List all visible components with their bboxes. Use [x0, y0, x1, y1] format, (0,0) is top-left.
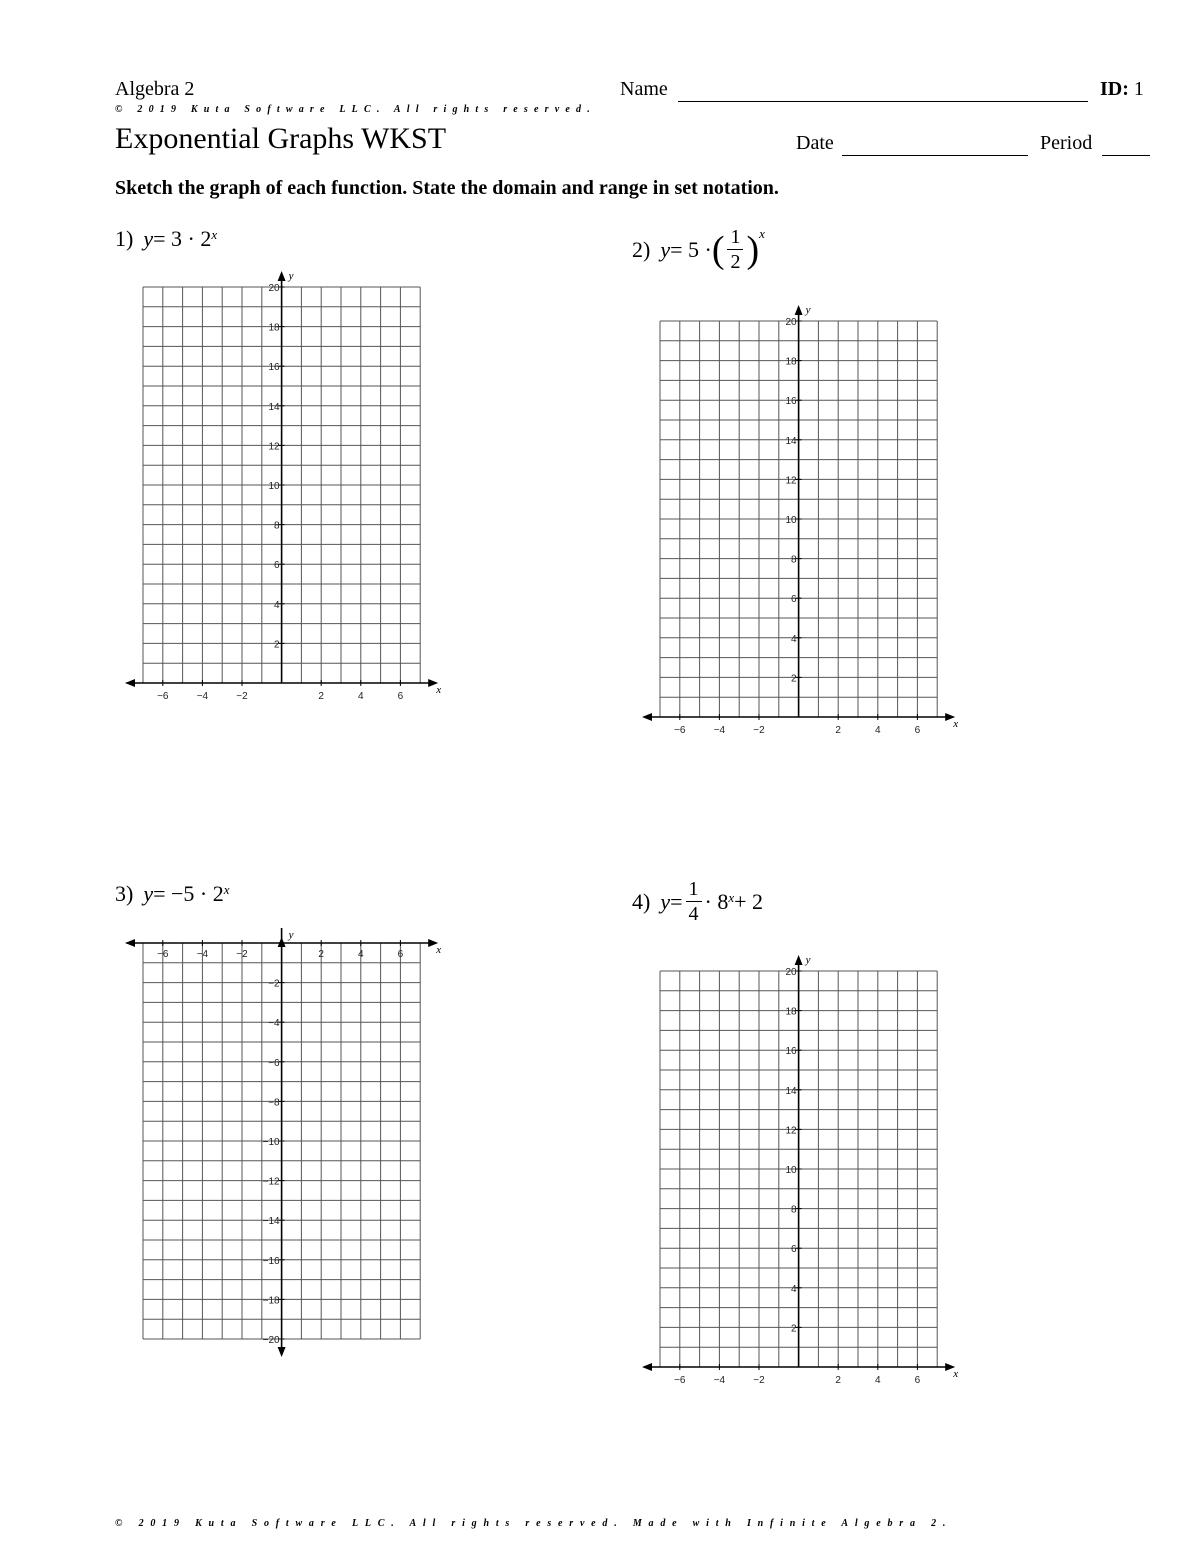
graph-2[interactable] — [637, 300, 967, 740]
y-tick-label: −12 — [262, 1176, 280, 1188]
date-label: Date — [796, 132, 834, 154]
problem-lhs: y — [660, 888, 671, 914]
x-tick-label: 2 — [318, 949, 324, 960]
y-axis-up-arrow — [278, 271, 286, 281]
x-tick-label: 2 — [835, 725, 841, 736]
problem-exponent: x — [759, 225, 765, 241]
problem-equation-part: · 8 — [704, 888, 729, 914]
x-axis-left-arrow — [125, 679, 135, 687]
x-tick-label: −6 — [157, 691, 169, 702]
x-tick-label: −2 — [236, 949, 248, 960]
problem-exponent: x — [223, 882, 230, 897]
y-axis-up-arrow — [278, 937, 286, 947]
graph-1[interactable] — [120, 266, 450, 706]
x-axis-label: x — [436, 944, 442, 956]
y-tick-label: 18 — [785, 1006, 797, 1018]
y-axis-label: y — [805, 304, 811, 316]
y-axis-up-arrow — [795, 955, 803, 965]
problem-lhs: y — [143, 881, 154, 906]
x-axis-label: x — [953, 1368, 959, 1380]
y-tick-label: 6 — [791, 594, 797, 606]
y-tick-label: 16 — [785, 396, 797, 408]
graph-4[interactable] — [637, 950, 967, 1390]
problem-number: 2) — [632, 236, 651, 262]
graph-3[interactable] — [120, 922, 450, 1362]
x-tick-label: −6 — [674, 1375, 686, 1386]
y-tick-label: 18 — [785, 356, 797, 368]
y-tick-label: 18 — [268, 322, 280, 334]
right-paren: ) — [746, 228, 760, 271]
fraction-denominator: 2 — [730, 251, 741, 273]
y-tick-label: −10 — [262, 1137, 280, 1148]
id-label: ID: — [1100, 78, 1129, 100]
problem-equation: = −5 · 2 — [153, 881, 224, 906]
x-tick-label: 4 — [358, 949, 364, 960]
y-tick-label: 4 — [791, 633, 797, 645]
x-axis-left-arrow — [642, 713, 652, 721]
problem-number: 4) — [632, 888, 651, 914]
fraction-denominator: 4 — [688, 903, 699, 925]
instructions: Sketch the graph of each function. State the domain and range in set notation. — [115, 177, 779, 199]
problem-number: 1) — [115, 226, 134, 251]
course-name: Algebra 2 — [115, 78, 195, 100]
date-field-line[interactable] — [842, 155, 1028, 156]
x-tick-label: 4 — [875, 1375, 881, 1386]
period-label: Period — [1040, 132, 1093, 154]
name-field-line[interactable] — [678, 101, 1088, 102]
x-tick-label: −4 — [196, 691, 209, 702]
x-axis-left-arrow — [642, 1363, 652, 1371]
x-tick-label: 6 — [914, 725, 921, 736]
period-field-line[interactable] — [1102, 155, 1150, 156]
y-tick-label: 2 — [274, 639, 280, 651]
name-label: Name — [620, 78, 668, 100]
x-tick-label: −2 — [753, 1375, 765, 1386]
problem-2 — [632, 227, 765, 272]
copyright-notice-top: © 2019 Kuta Software LLC. All rights reserved. — [115, 104, 596, 115]
y-tick-label: −2 — [268, 978, 280, 990]
y-tick-label: 14 — [785, 1085, 797, 1097]
x-tick-label: 2 — [318, 691, 324, 702]
y-tick-label: 6 — [791, 1244, 797, 1256]
y-tick-label: 14 — [268, 401, 280, 413]
fraction — [686, 879, 702, 924]
x-tick-label: −2 — [753, 725, 765, 736]
worksheet-title: Exponential Graphs WKST — [115, 122, 447, 155]
y-axis-down-arrow — [278, 1347, 286, 1357]
y-tick-label: −18 — [262, 1295, 280, 1307]
y-tick-label: 6 — [274, 560, 280, 572]
problem-equation: = 3 · 2 — [153, 226, 212, 251]
x-tick-label: −4 — [196, 949, 209, 960]
y-tick-label: −20 — [262, 1335, 280, 1346]
fraction-numerator: 1 — [686, 879, 702, 902]
id-value: 1 — [1133, 78, 1144, 100]
y-tick-label: 10 — [785, 1165, 797, 1176]
fraction-numerator: 1 — [727, 227, 743, 250]
x-axis-left-arrow — [125, 939, 135, 947]
x-axis-label: x — [953, 718, 959, 730]
y-tick-label: −14 — [262, 1216, 280, 1228]
problem-lhs: y — [660, 236, 671, 262]
y-tick-label: 2 — [791, 1323, 797, 1335]
x-tick-label: 6 — [397, 949, 404, 960]
problem-number: 3) — [115, 881, 134, 906]
x-tick-label: −4 — [713, 1375, 726, 1386]
y-tick-label: 20 — [785, 967, 797, 978]
footer-copyright: © 2019 Kuta Software LLC. All rights reserved. Made with Infinite Algebra 2. — [115, 1518, 953, 1529]
y-tick-label: 2 — [791, 673, 797, 685]
y-axis-label: y — [288, 929, 294, 941]
x-tick-label: −2 — [236, 691, 248, 702]
y-tick-label: 16 — [268, 362, 280, 374]
problem-equation-tail: + 2 — [734, 888, 764, 914]
y-tick-label: 12 — [268, 441, 280, 453]
x-tick-label: −6 — [674, 725, 686, 736]
problem-3 — [115, 881, 230, 907]
y-axis-label: y — [288, 270, 294, 282]
y-tick-label: 4 — [791, 1283, 797, 1295]
x-tick-label: 4 — [358, 691, 364, 702]
id-field — [1100, 78, 1144, 101]
x-tick-label: −6 — [157, 949, 169, 960]
y-tick-label: 14 — [785, 435, 797, 447]
x-tick-label: −4 — [713, 725, 726, 736]
x-tick-label: 6 — [914, 1375, 921, 1386]
problem-exponent: x — [728, 889, 735, 905]
fraction — [727, 227, 743, 272]
y-tick-label: 8 — [791, 1204, 797, 1216]
y-tick-label: 20 — [268, 283, 280, 294]
y-tick-label: 8 — [274, 520, 280, 532]
y-tick-label: 10 — [785, 515, 797, 526]
x-tick-label: 4 — [875, 725, 881, 736]
y-tick-label: 12 — [785, 1125, 797, 1137]
y-axis-label: y — [805, 954, 811, 966]
left-paren: ( — [711, 228, 725, 271]
x-axis-label: x — [436, 684, 442, 696]
y-tick-label: −16 — [262, 1255, 280, 1267]
y-tick-label: 12 — [785, 475, 797, 487]
y-tick-label: 10 — [268, 481, 280, 492]
y-tick-label: 8 — [791, 554, 797, 566]
problem-1 — [115, 226, 217, 252]
x-tick-label: 6 — [397, 691, 404, 702]
y-tick-label: −6 — [268, 1057, 280, 1069]
y-tick-label: −8 — [268, 1097, 280, 1109]
problem-lhs: y — [143, 226, 154, 251]
x-tick-label: 2 — [835, 1375, 841, 1386]
y-axis-up-arrow — [795, 305, 803, 315]
y-tick-label: 4 — [274, 599, 280, 611]
problem-4 — [632, 879, 763, 924]
problem-exponent: x — [211, 227, 218, 242]
y-tick-label: 20 — [785, 317, 797, 328]
y-tick-label: −4 — [268, 1018, 280, 1030]
problem-equation: = — [670, 888, 683, 914]
problem-equation: = 5 · — [670, 236, 712, 262]
y-tick-label: 16 — [785, 1046, 797, 1058]
